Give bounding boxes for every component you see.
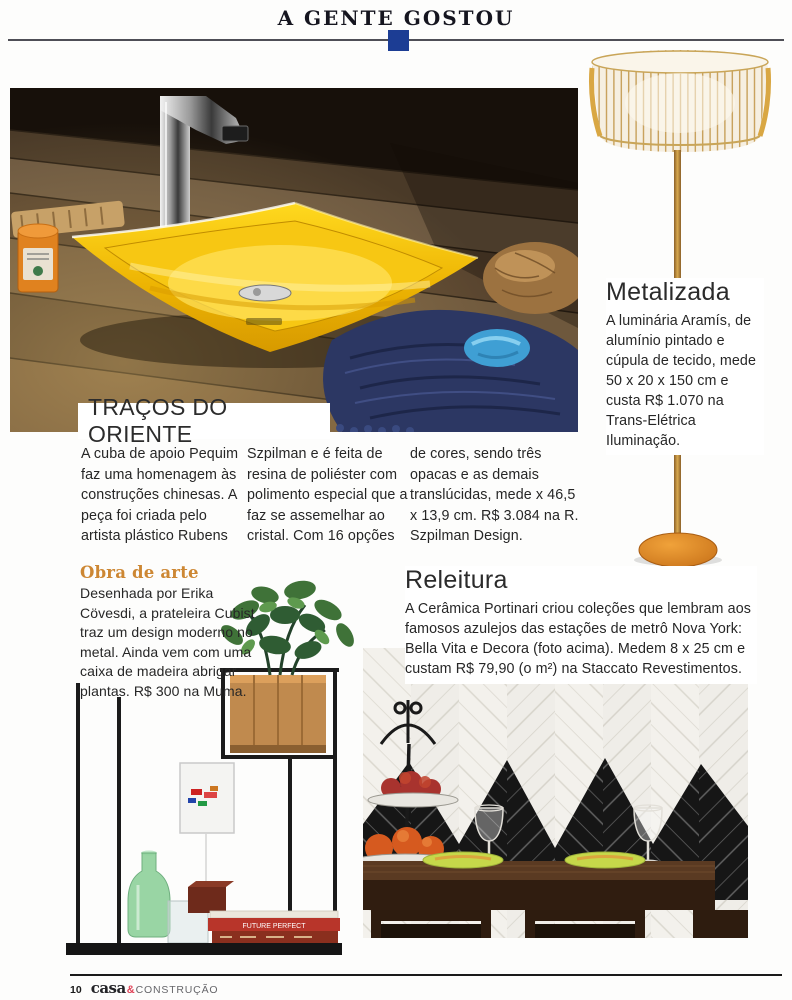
- releitura-block: [405, 566, 757, 684]
- blue-soap: [464, 329, 530, 367]
- page-title: A GENTE GOSTOU: [277, 6, 515, 30]
- footer-rule: [70, 974, 782, 976]
- logo-ampersand: &: [126, 984, 135, 996]
- obra-body: Desenhada por Erika Cövesdi, a prateleira Cubist traz um design moderno no metal. Ainda vem com uma caixa de madeira abrigar plantas. R$ 300 na Muma.: [80, 585, 255, 699]
- red-cube: [188, 881, 234, 913]
- logo-construcao: CONSTRUÇÃO: [135, 984, 219, 996]
- obra-de-arte-block: [80, 563, 256, 701]
- dining-table: [363, 861, 715, 910]
- releitura-body: A Cerâmica Portinari criou coleções que lembram aos famosos azulejos das estações de metrô Nova York: Bella Vita e Decora (foto acima). Medem 8 x 25 cm e custam R$ 79,90 (o m²) na Staccato Revestimentos.: [405, 601, 751, 677]
- metalizada-body: A luminária Aramís, de alumínio pintado e cúpula de tecido, mede 50 x 20 x 150 cm e custa R$ 1.070 na Trans-Elétrica Iluminação.: [606, 313, 757, 449]
- metalizada-block: [606, 278, 764, 455]
- obra-title: Obra de arte: [80, 563, 199, 582]
- sink-photo: [10, 88, 578, 432]
- page-number: 10: [70, 984, 82, 996]
- navy-cloth: [323, 310, 578, 432]
- lamp-shade: [591, 50, 768, 152]
- header-blue-square: [388, 30, 409, 51]
- tracos-column-1: A cuba de apoio Pequim faz uma homenagem às construções chinesas. A peça foi criada pelo artista plástico Rubens: [81, 446, 239, 544]
- metalizada-title: Metalizada: [606, 278, 730, 306]
- tracos-heading-box: [78, 394, 330, 447]
- tracos-column-2: Szpilman e é feita de resina de poliéster com polimento especial que a faz se assemelhar ao cristal. Com 16 opções: [247, 446, 408, 544]
- footer: [70, 979, 218, 997]
- logo-casa: casa: [90, 979, 126, 997]
- tracos-column-3: de cores, sendo três opacas e as demais translúcidas, mede x 46,5 x 13,9 cm. R$ 3.084 na R. Szpilman Design.: [410, 446, 579, 544]
- book-stack: [208, 911, 340, 943]
- book-spine-text: FUTURE PERFECT: [242, 923, 306, 930]
- releitura-title: Releitura: [405, 566, 508, 594]
- tracos-title: TRAÇOS DO ORIENTE: [88, 394, 228, 447]
- lamp-base: [634, 533, 722, 567]
- shelf-slab: [66, 943, 342, 955]
- tiles-photo: [363, 648, 748, 938]
- green-bottle: [128, 851, 170, 938]
- orange-canister: [18, 224, 58, 292]
